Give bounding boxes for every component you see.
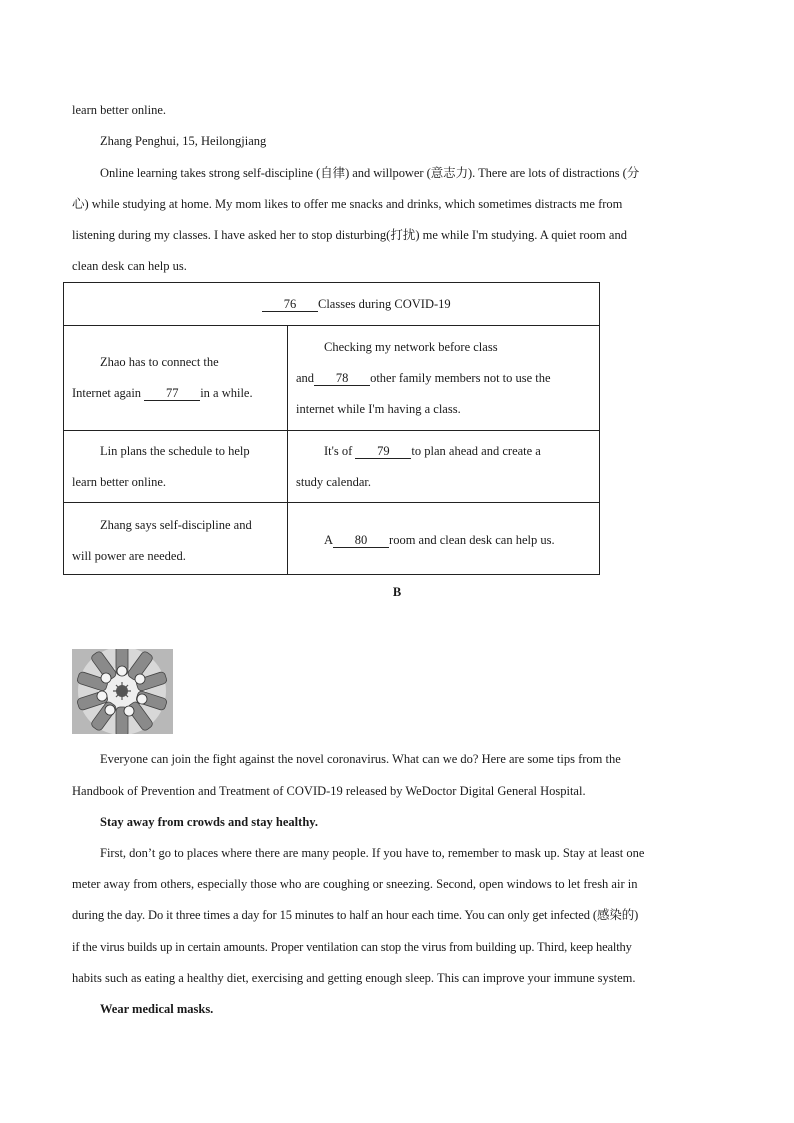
- blank-77[interactable]: 77: [144, 386, 200, 401]
- cell-text: and 78 other family members not to use the: [296, 371, 551, 385]
- section-heading: Stay away from crowds and stay healthy.: [100, 815, 318, 829]
- cell-text: Lin plans the schedule to help: [100, 444, 250, 458]
- cell-text: Zhao has to connect the: [100, 355, 219, 369]
- cell-text: will power are needed.: [72, 549, 186, 563]
- passage-line: Everyone can join the fight against the novel coronavirus. What can we do? Here are some tips from the: [100, 752, 621, 766]
- passage-line: listening during my classes. I have asked her to stop disturbing(打扰) me while I'm studying. A quiet room and: [72, 228, 627, 242]
- cell-text: Zhang says self-discipline and: [100, 518, 252, 532]
- passage-line: Online learning takes strong self-discipline (自律) and willpower (意志力). There are lots of distractions (分: [100, 166, 640, 180]
- passage-line: habits such as eating a healthy diet, exercising and getting enough sleep. This can improve your immune system.: [72, 971, 636, 985]
- passage-line: meter away from others, especially those who are coughing or sneezing. Second, open windows to let fresh air in: [72, 877, 638, 891]
- cell-text: It's of 79 to plan ahead and create a: [324, 444, 541, 458]
- cell-text: internet while I'm having a class.: [296, 402, 461, 416]
- passage-line: learn better online.: [72, 103, 167, 117]
- cell-text: Internet again 77 in a while.: [72, 386, 253, 400]
- cell-text: learn better online.: [72, 475, 167, 489]
- table-title: 76 Classes during COVID-19: [262, 296, 451, 312]
- cell-text: A 80 room and clean desk can help us.: [324, 533, 555, 547]
- cell-text: study calendar.: [296, 475, 371, 489]
- passage-line: during the day. Do it three times a day for 15 minutes to half an hour each time. You can only get infected (感染的): [72, 908, 639, 922]
- fist-circle-illustration: [72, 649, 173, 734]
- cell-text: Checking my network before class: [324, 340, 498, 354]
- blank-76[interactable]: 76: [262, 297, 318, 312]
- section-label: B: [392, 585, 402, 599]
- summary-table: [63, 282, 600, 575]
- blank-80[interactable]: 80: [333, 533, 389, 548]
- section-heading: Wear medical masks.: [100, 1002, 214, 1016]
- passage-line: clean desk can help us.: [72, 259, 187, 273]
- passage-line: First, don’t go to places where there are many people. If you have to, remember to mask up. Stay at least one: [100, 846, 645, 860]
- blank-79[interactable]: 79: [355, 444, 411, 459]
- author-line: Zhang Penghui, 15, Heilongjiang: [100, 134, 267, 148]
- blank-78[interactable]: 78: [314, 371, 370, 386]
- passage-line: Handbook of Prevention and Treatment of COVID-19 released by WeDoctor Digital General Hospital.: [72, 784, 586, 798]
- passage-line: if the virus builds up in certain amounts. Proper ventilation can stop the virus from building up. Third, keep healthy: [72, 940, 632, 954]
- passage-line: 心) while studying at home. My mom likes to offer me snacks and drinks, which sometimes distracts me from: [72, 197, 623, 211]
